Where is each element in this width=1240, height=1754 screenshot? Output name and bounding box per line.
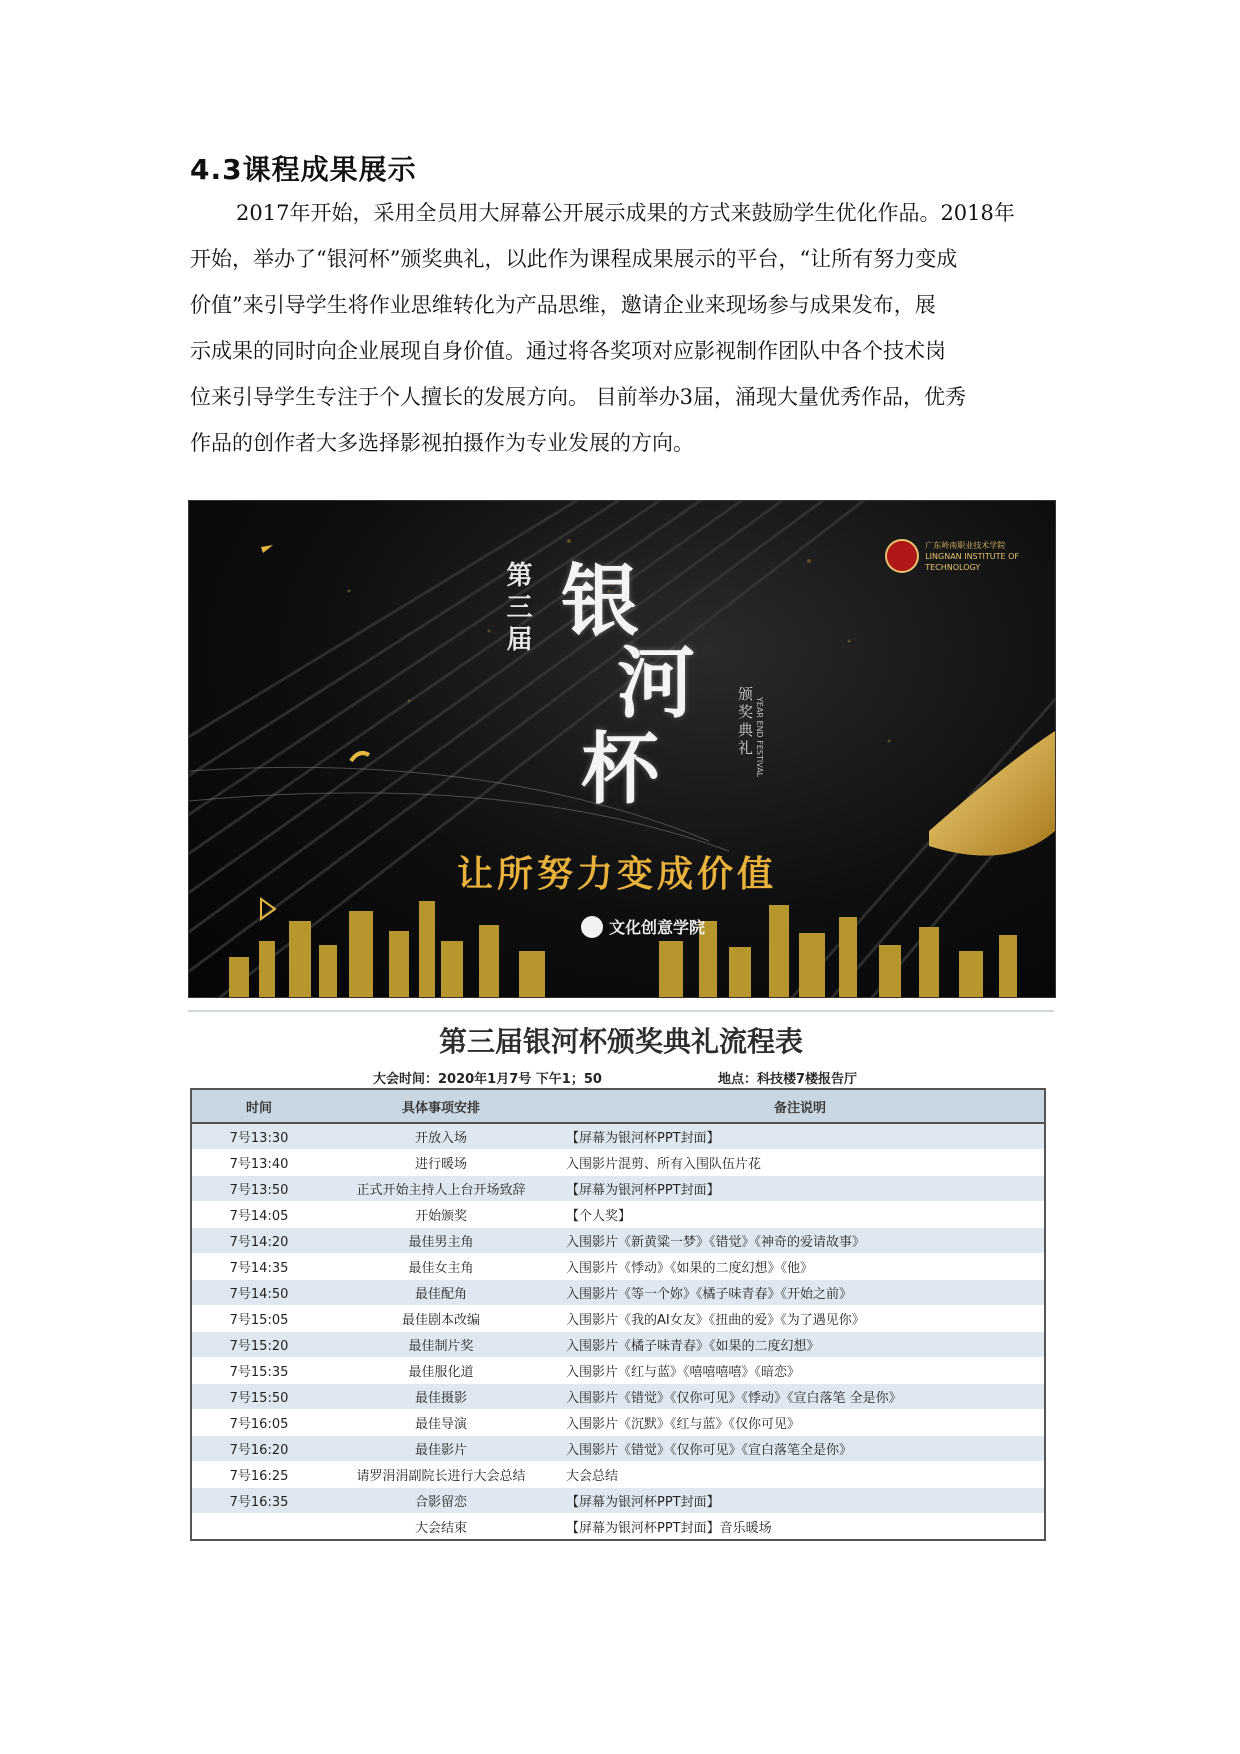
cell-item: 最佳服化道 xyxy=(326,1358,556,1384)
college-seal-icon xyxy=(885,539,919,573)
cell-time: 7号14:20 xyxy=(191,1228,326,1254)
schedule-title: 第三届银河杯颁奖典礼流程表 xyxy=(438,1025,803,1058)
cell-notes: 【屏幕为银河杯PPT封面】 xyxy=(556,1488,1045,1514)
cell-time: 7号14:35 xyxy=(191,1254,326,1280)
section-heading: 4.3课程成果展示 xyxy=(190,153,417,186)
cell-item: 请罗涓涓副院长进行大会总结 xyxy=(326,1462,556,1488)
header-time: 时间 xyxy=(191,1089,326,1123)
cell-item: 最佳制片奖 xyxy=(326,1332,556,1358)
school-name: 文化创意学院 xyxy=(609,918,706,937)
schedule-time: 大会时间：2020年1月7号 下午1；50 xyxy=(373,1072,602,1087)
table-row xyxy=(191,1202,1045,1228)
schedule-table xyxy=(190,1088,1046,1541)
cell-item: 最佳男主角 xyxy=(326,1228,556,1254)
cell-notes: 入围影片混剪、所有入围队伍片花 xyxy=(556,1150,1045,1176)
cell-item: 最佳摄影 xyxy=(326,1384,556,1410)
cell-time: 7号13:50 xyxy=(191,1176,326,1202)
table-row xyxy=(191,1254,1045,1280)
poster-ceremony-en: YEAR END FESTIVAL xyxy=(755,697,764,778)
cell-time: 7号16:20 xyxy=(191,1436,326,1462)
cell-item: 最佳影片 xyxy=(326,1436,556,1462)
paragraph-line: 价值”来引导学生将作业思维转化为产品思维，邀请企业来现场参与成果发布，展 xyxy=(190,293,936,317)
cell-notes: 入围影片《错觉》《仅你可见》《宣白落笔全是你》 xyxy=(556,1436,1045,1462)
cell-item: 最佳女主角 xyxy=(326,1254,556,1280)
table-row xyxy=(191,1462,1045,1488)
cell-time xyxy=(191,1514,326,1541)
cell-notes: 【个人奖】 xyxy=(556,1202,1045,1228)
cell-item: 开放入场 xyxy=(326,1123,556,1150)
cell-item: 最佳配角 xyxy=(326,1280,556,1306)
schedule-location: 地点：科技楼7楼报告厅 xyxy=(718,1072,858,1087)
cell-notes: 入围影片《错觉》《仅你可见》《悸动》《宣白落笔 全是你》 xyxy=(556,1384,1045,1410)
cell-time: 7号14:50 xyxy=(191,1280,326,1306)
table-row xyxy=(191,1358,1045,1384)
college-name-cn: 广东岭南职业技术学院 xyxy=(925,540,1006,550)
table-header-row xyxy=(191,1089,1045,1123)
poster-edition: 第三届 xyxy=(502,561,532,657)
cell-item: 进行暖场 xyxy=(326,1150,556,1176)
cell-notes: 入围影片《沉默》《红与蓝》《仅你可见》 xyxy=(556,1410,1045,1436)
poster-title-char: 河 xyxy=(617,638,696,729)
paragraph-line: 作品的创作者大多选择影视拍摄作为专业发展的方向。 xyxy=(190,431,694,455)
paragraph-line: 开始，举办了“银河杯”颁奖典礼，以此作为课程成果展示的平台，“让所有努力变成 xyxy=(190,247,958,271)
table-row xyxy=(191,1514,1045,1541)
award-poster xyxy=(188,500,1056,998)
cell-notes: 入围影片《新黄粱一梦》《错觉》《神奇的爱请故事》 xyxy=(556,1228,1045,1254)
cell-time: 7号15:05 xyxy=(191,1306,326,1332)
schedule-divider xyxy=(188,1010,1054,1012)
cell-time: 7号15:20 xyxy=(191,1332,326,1358)
college-name-en-2: TECHNOLOGY xyxy=(925,562,981,572)
cell-notes: 入围影片《橘子味青春》《如果的二度幻想》 xyxy=(556,1332,1045,1358)
paragraph-line: 示成果的同时向企业展现自身价值。通过将各奖项对应影视制作团队中各个技术岗 xyxy=(190,339,946,363)
cell-time: 7号15:35 xyxy=(191,1358,326,1384)
table-row xyxy=(191,1410,1045,1436)
table-row xyxy=(191,1176,1045,1202)
cell-time: 7号16:25 xyxy=(191,1462,326,1488)
poster-title-char: 银 xyxy=(561,556,640,647)
cell-item: 最佳剧本改编 xyxy=(326,1306,556,1332)
cell-time: 7号13:30 xyxy=(191,1123,326,1150)
cell-item: 大会结束 xyxy=(326,1514,556,1541)
cell-notes: 入围影片《等一个妳》《橘子味青春》《开始之前》 xyxy=(556,1280,1045,1306)
poster-ceremony: 颁奖典礼 xyxy=(736,686,754,758)
cell-time: 7号14:05 xyxy=(191,1202,326,1228)
section-paragraph xyxy=(190,190,1070,466)
table-row xyxy=(191,1280,1045,1306)
cell-time: 7号16:05 xyxy=(191,1410,326,1436)
cell-notes: 入围影片《红与蓝》《嘻嘻嘻嘻》《暗恋》 xyxy=(556,1358,1045,1384)
table-row xyxy=(191,1150,1045,1176)
cell-item: 开始颁奖 xyxy=(326,1202,556,1228)
college-logo xyxy=(885,539,1019,573)
table-row xyxy=(191,1228,1045,1254)
table-row xyxy=(191,1384,1045,1410)
cell-notes: 入围影片《悸动》《如果的二度幻想》《他》 xyxy=(556,1254,1045,1280)
cell-notes: 【屏幕为银河杯PPT封面】 xyxy=(556,1123,1045,1150)
poster-school xyxy=(581,915,705,938)
cell-time: 7号16:35 xyxy=(191,1488,326,1514)
moon-icon xyxy=(227,545,261,566)
paragraph-line: 2017年开始，采用全员用大屏幕公开展示成果的方式来鼓励学生优化作品。2018年 xyxy=(236,201,1015,225)
poster-title-char: 杯 xyxy=(581,724,660,815)
cell-notes: 入围影片《我的AI女友》《扭曲的爱》《为了遇见你》 xyxy=(556,1306,1045,1332)
college-name-en-1: LINGNAN INSTITUTE OF xyxy=(925,551,1019,561)
paragraph-line: 位来引导学生专注于个人擅长的发展方向。 目前举办3届，涌现大量优秀作品，优秀 xyxy=(190,385,967,409)
table-row xyxy=(191,1306,1045,1332)
header-notes: 备注说明 xyxy=(556,1089,1045,1123)
gold-ribbon xyxy=(929,731,1055,856)
table-row xyxy=(191,1436,1045,1462)
table-row xyxy=(191,1123,1045,1150)
cell-item: 最佳导演 xyxy=(326,1410,556,1436)
gold-swirl xyxy=(351,753,369,761)
cell-time: 7号15:50 xyxy=(191,1384,326,1410)
cell-item: 正式开始主持人上台开场致辞 xyxy=(326,1176,556,1202)
poster-slogan: 让所努力变成价值 xyxy=(457,854,778,895)
cell-item: 合影留恋 xyxy=(326,1488,556,1514)
school-logo-icon xyxy=(581,916,603,938)
cell-notes: 【屏幕为银河杯PPT封面】音乐暖场 xyxy=(556,1514,1045,1541)
header-item: 具体事项安排 xyxy=(326,1089,556,1123)
table-row xyxy=(191,1488,1045,1514)
cell-time: 7号13:40 xyxy=(191,1150,326,1176)
ceremony-schedule xyxy=(188,1010,1054,1540)
cell-notes: 大会总结 xyxy=(556,1462,1045,1488)
cell-notes: 【屏幕为银河杯PPT封面】 xyxy=(556,1176,1045,1202)
table-row xyxy=(191,1332,1045,1358)
star-icon xyxy=(261,545,273,553)
schedule-body xyxy=(191,1123,1045,1540)
